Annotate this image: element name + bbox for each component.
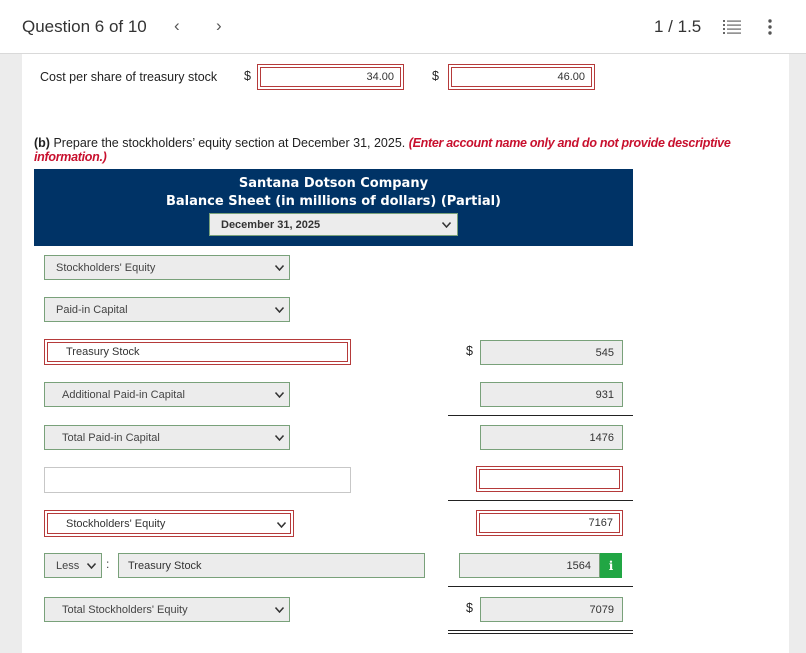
currency-symbol: $ [244, 69, 251, 83]
statement-title: Balance Sheet (in millions of dollars) (Partial) [166, 194, 501, 209]
total-paid-in-capital-amount[interactable]: 1476 [480, 425, 623, 450]
chevron-right-icon[interactable]: › [216, 16, 222, 35]
total-rule-2 [448, 633, 633, 634]
blank-amount-input[interactable] [476, 466, 623, 492]
chevron-down-icon [442, 222, 451, 228]
chevron-down-icon [275, 265, 284, 271]
stockholders-equity-label [47, 513, 291, 534]
subtotal-rule [448, 586, 633, 587]
balance-sheet-header [34, 169, 633, 246]
question-counter: Question 6 of 10 [22, 17, 147, 36]
stockholders-equity-select[interactable] [44, 510, 294, 537]
chevron-down-icon [275, 607, 284, 613]
select-value: Total Paid-in Capital [62, 431, 160, 444]
colon-separator: : [106, 557, 110, 571]
part-b-note: (Enter account name only and do not provide descriptive information.) [34, 136, 731, 164]
chevron-left-icon[interactable]: ‹ [174, 16, 180, 35]
cost-per-share-input-1[interactable] [257, 64, 404, 90]
select-value: Additional Paid-in Capital [62, 388, 185, 401]
chevron-down-icon [87, 563, 96, 569]
paid-in-capital-select[interactable] [44, 297, 290, 322]
cost-per-share-value-1: 34.00 [260, 67, 401, 87]
cost-per-share-value-2: 46.00 [451, 67, 592, 87]
company-name: Santana Dotson Company [238, 176, 429, 191]
chevron-down-icon [275, 307, 284, 313]
treasury-stock-label: Treasury Stock [47, 342, 348, 362]
treasury-stock-amount[interactable]: 545 [480, 340, 623, 365]
cost-per-share-label: Cost per share of treasury stock [40, 70, 218, 84]
date-select-value: December 31, 2025 [221, 218, 321, 231]
blank-account-input[interactable] [44, 467, 351, 493]
question-content [22, 54, 789, 653]
select-value: Stockholders' Equity [56, 261, 156, 274]
treasury-stock-account-input[interactable] [44, 339, 351, 365]
select-value: Total Stockholders' Equity [62, 603, 188, 616]
part-b-prefix: (b) [34, 136, 50, 150]
additional-paid-in-capital-select[interactable] [44, 382, 290, 407]
stockholders-equity-amount-input[interactable] [476, 510, 623, 536]
stockholders-equity-amount: 7167 [479, 513, 620, 533]
currency-symbol: $ [432, 69, 439, 83]
less-treasury-stock-input[interactable]: Treasury Stock [118, 553, 425, 578]
less-treasury-stock-amount[interactable]: 1564 [459, 553, 600, 578]
total-paid-in-capital-select[interactable] [44, 425, 290, 450]
part-b-text: Prepare the stockholders’ equity section at December 31, 2025. [49, 136, 409, 150]
select-value: Stockholders' Equity [66, 517, 166, 530]
more-vertical-icon[interactable] [766, 18, 774, 36]
list-icon[interactable] [723, 19, 741, 35]
stockholders-equity-header-select[interactable] [44, 255, 290, 280]
currency-symbol: $ [466, 344, 473, 358]
additional-paid-in-capital-amount[interactable]: 931 [480, 382, 623, 407]
subtotal-rule [448, 500, 633, 501]
top-bar [0, 0, 806, 54]
chevron-down-icon [275, 435, 284, 441]
page-indicator: 1 / 1.5 [654, 17, 702, 36]
total-stockholders-equity-select[interactable] [44, 597, 290, 622]
chevron-down-icon [275, 392, 284, 398]
total-rule-1 [448, 630, 633, 631]
date-select[interactable] [209, 213, 458, 236]
cost-per-share-input-2[interactable] [448, 64, 595, 90]
subtotal-rule [448, 415, 633, 416]
total-stockholders-equity-amount[interactable]: 7079 [480, 597, 623, 622]
chevron-down-icon [277, 522, 286, 528]
select-value: Paid-in Capital [56, 303, 128, 316]
info-icon[interactable]: i [600, 553, 622, 578]
part-b-instruction [34, 136, 789, 164]
less-select[interactable] [44, 553, 102, 578]
blank-amount-value [479, 469, 620, 489]
select-value: Less [56, 559, 80, 572]
currency-symbol: $ [466, 601, 473, 615]
